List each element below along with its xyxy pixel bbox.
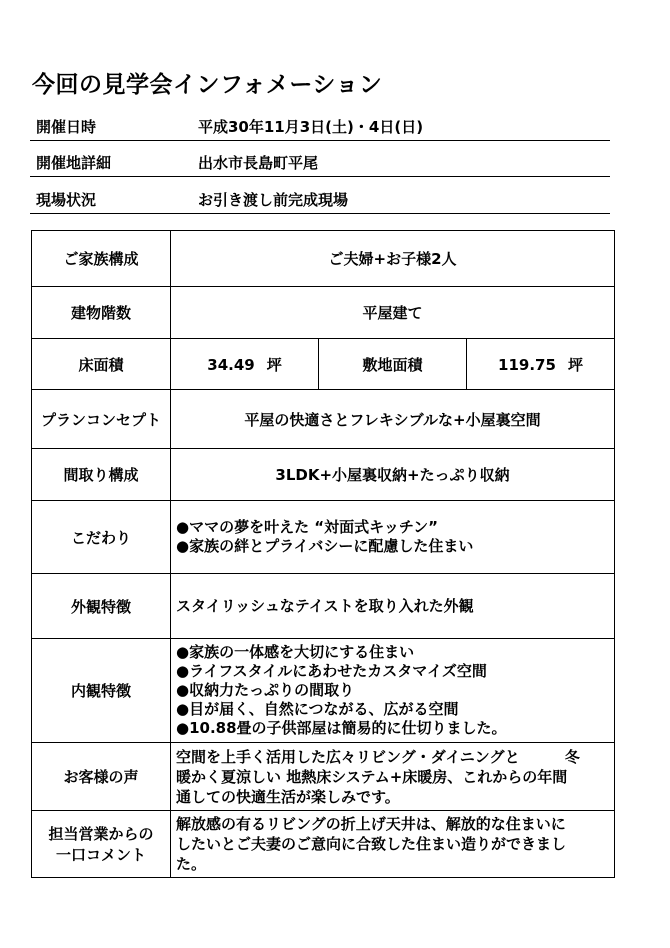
table-row xyxy=(32,743,615,811)
voice-line: 暖かく夏涼しい 地熱床システム+床暖房、これからの年間 xyxy=(176,767,568,786)
info-label: 開催日時 xyxy=(36,118,97,136)
row-value xyxy=(171,743,615,811)
info-row-location xyxy=(30,150,610,177)
info-value: 平成30年11月3日(土)・4日(日) xyxy=(198,118,424,136)
row-value xyxy=(171,811,615,878)
row-label xyxy=(32,811,171,878)
table-row xyxy=(32,390,615,449)
site-area-label: 敷地面積 xyxy=(319,339,467,390)
comment-line: したいとご夫妻のご意向に合致した住まい造りができまし xyxy=(176,835,567,853)
table-row xyxy=(32,449,615,501)
feature-line: ●家族の絆とプライバシーに配慮した住まい xyxy=(176,537,474,555)
comment-line: た。 xyxy=(176,855,207,873)
row-label: 床面積 xyxy=(32,339,171,390)
table-row xyxy=(32,231,615,287)
voice-line: 空間を上手く活用した広々リビング・ダイニングと 冬 xyxy=(176,747,580,766)
row-value: ご夫婦+お子様2人 xyxy=(171,231,615,287)
row-label: 内観特徴 xyxy=(32,639,171,743)
info-table xyxy=(31,230,615,878)
info-label: 現場状況 xyxy=(36,191,97,209)
table-row xyxy=(32,501,615,574)
floor-area-cell xyxy=(171,339,319,390)
interior-line: ●10.88畳の子供部屋は簡易的に仕切りました。 xyxy=(176,719,507,737)
row-label: プランコンセプト xyxy=(32,390,171,449)
row-value: スタイリッシュなテイストを取り入れた外観 xyxy=(171,574,615,639)
interior-line: ●ライフスタイルにあわせたカスタマイズ空間 xyxy=(176,662,487,680)
comment-label-line: 担当営業からの xyxy=(48,825,154,843)
table-row xyxy=(32,339,615,390)
feature-line: ●ママの夢を叶えた “対面式キッチン” xyxy=(176,518,438,536)
site-area-value: 119.75 xyxy=(498,355,556,374)
row-value: 3LDK+小屋裏収納+たっぷり収納 xyxy=(171,449,615,501)
table-row xyxy=(32,287,615,339)
comment-line: 解放感の有るリビングの折上げ天井は、解放的な住まいに xyxy=(176,815,566,833)
row-label: 外観特徴 xyxy=(32,574,171,639)
interior-line: ●家族の一体感を大切にする住まい xyxy=(176,643,415,661)
site-area-unit: 坪 xyxy=(567,355,583,374)
table-row xyxy=(32,639,615,743)
info-value: お引き渡し前完成現場 xyxy=(198,191,349,209)
voice-line: 通しての快適生活が楽しみです。 xyxy=(176,787,400,806)
info-value: 出水市長島町平尾 xyxy=(198,154,319,172)
interior-line: ●目が届く、自然につながる、広がる空間 xyxy=(176,700,459,718)
floor-area-value: 34.49 xyxy=(207,355,255,374)
info-row-date xyxy=(30,114,610,141)
row-label: ご家族構成 xyxy=(32,231,171,287)
row-label: 建物階数 xyxy=(32,287,171,339)
floor-area-unit: 坪 xyxy=(266,355,282,374)
info-label: 開催地詳細 xyxy=(36,154,112,172)
site-area-cell xyxy=(467,339,615,390)
row-value xyxy=(171,639,615,743)
row-value xyxy=(171,501,615,574)
page-title: 今回の見学会インフォメーション xyxy=(32,72,383,98)
comment-label-line: 一口コメント xyxy=(55,846,146,864)
table-row xyxy=(32,811,615,878)
table-row xyxy=(32,574,615,639)
row-value: 平屋の快適さとフレキシブルな+小屋裏空間 xyxy=(171,390,615,449)
row-label: お客様の声 xyxy=(32,743,171,811)
info-row-status xyxy=(30,187,610,214)
row-label: 間取り構成 xyxy=(32,449,171,501)
row-label: こだわり xyxy=(32,501,171,574)
row-value: 平屋建て xyxy=(171,287,615,339)
interior-line: ●収納力たっぷりの間取り xyxy=(176,681,355,699)
